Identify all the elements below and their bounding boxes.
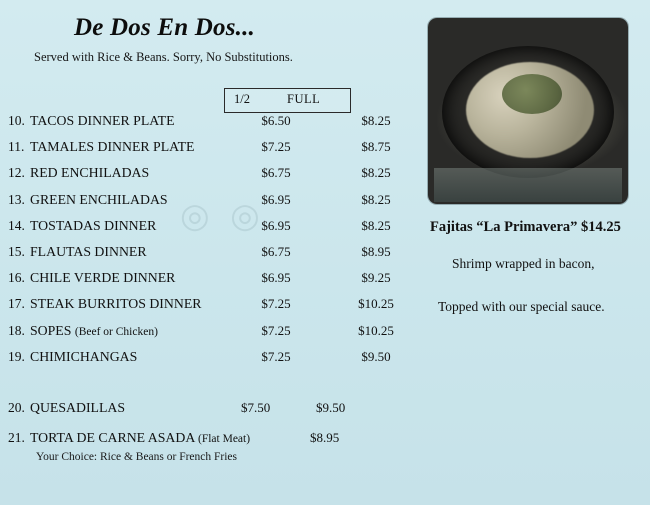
- menu-item-row: [0, 165, 420, 191]
- menu-item-row: [0, 400, 430, 424]
- item-name-main: SOPES: [30, 322, 75, 338]
- item-name: CHILE VERDE DINNER: [30, 270, 176, 286]
- item-number: 14.: [8, 217, 25, 233]
- item-number: 19.: [8, 348, 25, 364]
- item-name-main: TORTA DE CARNE ASADA: [30, 430, 198, 445]
- item-price-half: $7.50: [241, 400, 271, 415]
- item-price-full: $9.50: [361, 348, 391, 364]
- item-price-half: $6.95: [261, 191, 291, 207]
- item-price-half: $6.75: [261, 165, 291, 181]
- item-name: GREEN ENCHILADAS: [30, 191, 168, 207]
- item-name-note: (Flat Meat): [198, 433, 251, 445]
- item-price-half: $7.25: [261, 296, 291, 312]
- column-header-half: 1/2: [234, 92, 250, 106]
- item-number: 12.: [8, 165, 25, 181]
- item-name: TACOS DINNER PLATE: [30, 113, 175, 128]
- item-price-half: $7.25: [261, 139, 291, 155]
- menu-item-row: [0, 139, 420, 165]
- choice-note: Your Choice: Rice & Beans or French Fries: [36, 451, 238, 463]
- column-header-full: FULL: [287, 92, 321, 106]
- item-name: CHIMICHANGAS: [30, 348, 138, 364]
- menu-item-row: [0, 244, 420, 270]
- item-price-half: $7.25: [261, 348, 291, 364]
- page-subtitle: Served with Rice & Beans. Sorry, No Substitutions.: [34, 50, 293, 64]
- item-price-full: $10.25: [358, 296, 394, 312]
- menu-item-row: [0, 270, 420, 296]
- item-number: 10.: [8, 113, 25, 128]
- item-price-half: $6.95: [261, 217, 291, 233]
- item-name-note: (Beef or Chicken): [74, 325, 158, 338]
- item-number: 16.: [8, 270, 25, 286]
- menu-item-row: [0, 296, 420, 322]
- item-name: RED ENCHILADAS: [30, 165, 150, 181]
- item-number: 13.: [8, 191, 25, 207]
- item-price-full: $10.25: [358, 322, 394, 338]
- item-number: 17.: [8, 296, 25, 312]
- item-price-half: $6.50: [261, 113, 291, 128]
- item-price-half: $6.95: [261, 270, 291, 286]
- garnish-shape: [502, 74, 562, 114]
- item-number: 21.: [8, 430, 25, 445]
- menu-item-row: [0, 218, 420, 244]
- feature-line-2: Topped with our special sauce.: [438, 299, 605, 314]
- feature-line-1: Shrimp wrapped in bacon,: [452, 256, 595, 271]
- menu-item-row: [0, 192, 420, 218]
- item-number: 18.: [8, 322, 25, 338]
- item-name: [30, 430, 250, 446]
- item-name: FLAUTAS DINNER: [30, 243, 147, 259]
- menu-item-row: [0, 349, 420, 375]
- item-price-single: $8.95: [310, 430, 340, 445]
- menu-item-row: [0, 323, 420, 349]
- item-price-full: $8.25: [361, 191, 391, 207]
- item-number: 15.: [8, 243, 25, 259]
- item-name: STEAK BURRITOS DINNER: [30, 296, 202, 312]
- watermark: ◎ ◎: [180, 198, 266, 235]
- item-price-full: $8.25: [361, 165, 391, 181]
- item-name: QUESADILLAS: [30, 400, 126, 415]
- item-price-full: $8.75: [361, 139, 391, 155]
- item-price-full: $8.25: [361, 217, 391, 233]
- item-name: [30, 323, 158, 339]
- table-surface: [434, 168, 622, 202]
- item-price-full: $8.25: [361, 113, 391, 128]
- item-number: 11.: [8, 139, 25, 155]
- item-price-half: $7.25: [261, 322, 291, 338]
- menu-item-list: [0, 113, 420, 375]
- item-price-full: $9.25: [361, 270, 391, 286]
- page-title: De Dos En Dos...: [74, 14, 255, 41]
- item-name: TOSTADAS DINNER: [30, 217, 157, 233]
- item-price-full: $8.95: [361, 243, 391, 259]
- item-name: TAMALES DINNER PLATE: [30, 139, 195, 155]
- price-column-header: [224, 88, 351, 113]
- feature-title: Fajitas “La Primavera” $14.25: [430, 219, 621, 235]
- menu-item-row: [0, 113, 420, 139]
- item-price-full: $9.50: [316, 400, 346, 415]
- fajitas-skillet-photo: [428, 18, 628, 204]
- item-price-half: $6.75: [261, 243, 291, 259]
- item-number: 20.: [8, 400, 25, 415]
